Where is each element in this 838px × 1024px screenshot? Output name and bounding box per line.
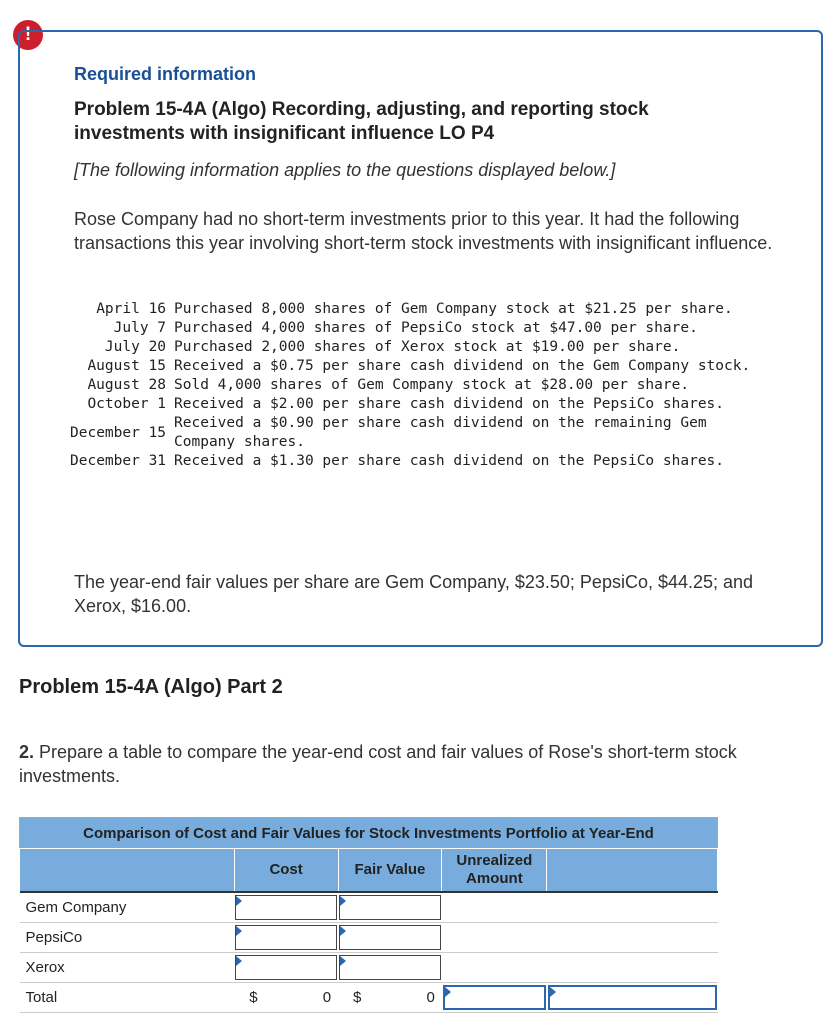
table-row-gem-company — [20, 892, 718, 923]
input-marker-icon — [340, 926, 346, 936]
input-marker-icon — [340, 956, 346, 966]
transaction-row — [68, 300, 766, 319]
transaction-date: December 15 — [70, 424, 167, 441]
transaction-date: April 16 — [96, 301, 167, 317]
cost-cell — [234, 952, 338, 982]
transaction-row — [68, 338, 766, 357]
fair-value-cell — [338, 922, 442, 952]
total-fair-value — [339, 985, 441, 1010]
transaction-description: Received a $1.30 per share cash dividend on the PepsiCo shares. — [174, 453, 725, 469]
transaction-row — [68, 452, 766, 471]
transaction-date: August 15 — [87, 358, 167, 374]
row-label: Xerox — [20, 952, 235, 982]
transaction-date: October 1 — [87, 396, 167, 412]
required-information-heading: Required information — [74, 64, 257, 84]
info-note: [The following information applies to the questions displayed below.] — [74, 160, 616, 180]
total-fair-value-cell — [338, 982, 442, 1012]
total-cost — [235, 985, 337, 1010]
transaction-description: Sold 4,000 shares of Gem Company stock at $28.00 per share. — [174, 377, 690, 393]
empty-cell — [547, 892, 718, 923]
comparison-table — [19, 817, 718, 1013]
empty-cell — [547, 922, 718, 952]
input-marker-icon — [236, 926, 242, 936]
row-label: Gem Company — [20, 892, 235, 923]
transaction-description: Purchased 8,000 shares of Gem Company stock at $21.25 per share. — [174, 301, 733, 317]
header-fair-value: Fair Value — [338, 849, 442, 892]
fair-value-cell — [338, 892, 442, 923]
currency-symbol: $ — [249, 988, 258, 1006]
input-marker-icon — [236, 896, 242, 906]
header-label — [20, 849, 235, 892]
transaction-row — [68, 319, 766, 338]
header-cost: Cost — [234, 849, 338, 892]
question-text — [19, 740, 829, 788]
row-label: PepsiCo — [20, 922, 235, 952]
cost-cell — [234, 922, 338, 952]
empty-cell — [442, 892, 547, 923]
transaction-row — [68, 357, 766, 376]
transaction-description: Purchased 4,000 shares of PepsiCo stock at $47.00 per share. — [174, 320, 698, 336]
table-caption: Comparison of Cost and Fair Values for Stock Investments Portfolio at Year-End — [20, 818, 718, 849]
transaction-description: Received a $0.90 per share cash dividend on the remaining Gem Company shares. — [174, 415, 707, 450]
total-cost-cell — [234, 982, 338, 1012]
transactions-table — [68, 300, 766, 471]
cost-cell — [234, 892, 338, 923]
fair-values-text: The year-end fair values per share are Gem Company, $23.50; PepsiCo, $44.25; and Xerox, $16.00. — [74, 572, 754, 616]
empty-cell — [547, 952, 718, 982]
total-label: Total — [20, 982, 235, 1012]
input-marker-icon — [236, 956, 242, 966]
header-unrealized-amount: Unrealized Amount — [442, 849, 547, 892]
transaction-description: Purchased 2,000 shares of Xerox stock at $19.00 per share. — [174, 339, 681, 355]
xerox-fair-value-input[interactable] — [339, 955, 441, 980]
part-title: Problem 15-4A (Algo) Part 2 — [19, 676, 283, 698]
total-cost-value: 0 — [322, 988, 332, 1006]
table-caption-row — [20, 818, 718, 849]
pepsico-fair-value-input[interactable] — [339, 925, 441, 950]
transaction-date: December 31 — [70, 453, 167, 469]
total-unrealized-cell — [442, 982, 547, 1012]
transaction-date: August 28 — [87, 377, 167, 393]
currency-symbol: $ — [353, 988, 362, 1006]
empty-cell — [442, 922, 547, 952]
intro-text: Rose Company had no short-term investments prior to this year. It had the following transactions this year involving short-term stock investments with insignificant influence. — [74, 209, 773, 253]
gem-cost-input[interactable] — [235, 895, 337, 920]
input-marker-icon — [445, 987, 451, 997]
xerox-cost-input[interactable] — [235, 955, 337, 980]
required-information-card — [18, 30, 823, 647]
question-body: Prepare a table to compare the year-end cost and fair values of Rose's short-term stock investments. — [19, 742, 737, 786]
input-marker-icon — [550, 987, 556, 997]
header-extra — [547, 849, 718, 892]
transaction-date: July 7 — [113, 320, 167, 336]
total-extra-cell — [547, 982, 718, 1012]
problem-title: Problem 15-4A (Algo) Recording, adjusting, and reporting stock investments with insignificant influence LO P4 — [74, 99, 649, 144]
transaction-row — [68, 414, 766, 452]
transaction-description: Received a $0.75 per share cash dividend on the Gem Company stock. — [174, 358, 751, 374]
table-header-row — [20, 849, 718, 892]
gem-fair-value-input[interactable] — [339, 895, 441, 920]
input-marker-icon — [340, 896, 346, 906]
total-fair-value-number: 0 — [426, 988, 435, 1006]
alert-icon: ! — [13, 20, 43, 50]
table-row-pepsico — [20, 922, 718, 952]
table-row-xerox — [20, 952, 718, 982]
total-unrealized-input[interactable] — [443, 985, 546, 1010]
transaction-date: July 20 — [104, 339, 167, 355]
pepsico-cost-input[interactable] — [235, 925, 337, 950]
table-row-total — [20, 982, 718, 1012]
empty-cell — [442, 952, 547, 982]
transaction-row — [68, 395, 766, 414]
question-number: 2. — [19, 742, 35, 762]
transaction-row — [68, 376, 766, 395]
total-extra-input[interactable] — [548, 985, 717, 1010]
fair-value-cell — [338, 952, 442, 982]
transaction-description: Received a $2.00 per share cash dividend on the PepsiCo shares. — [174, 396, 725, 412]
